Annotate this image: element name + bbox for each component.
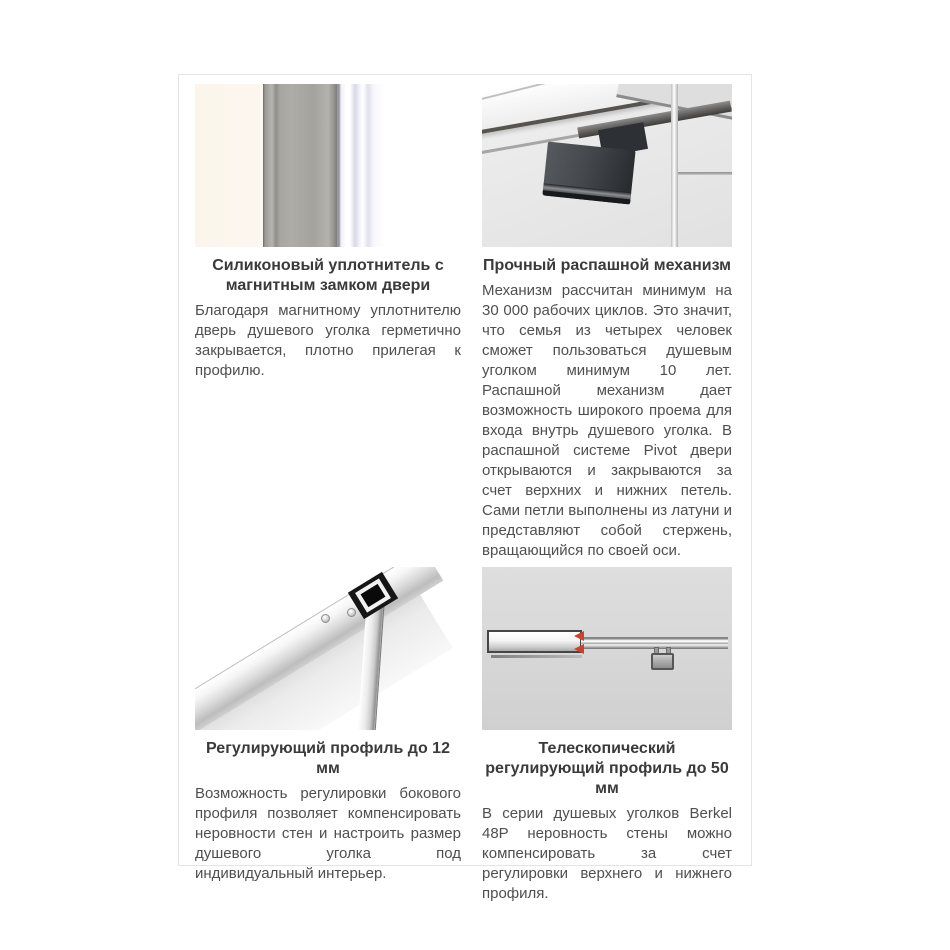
feature-card-pivot-mechanism bbox=[482, 84, 732, 561]
tube-shadow-shape bbox=[491, 655, 582, 658]
feature-description: Возможность регулировки бокового профиля позволяет компенсировать неровности стен и настроить размер душевого уголка под индивидуальный интерьер. bbox=[195, 785, 461, 882]
screw-icon bbox=[321, 614, 330, 623]
telescopic-profile-image bbox=[482, 567, 732, 730]
feature-title: Прочный распашной механизм bbox=[483, 257, 731, 274]
aluminum-profile-shape bbox=[263, 84, 337, 247]
feature-description: Механизм рассчитан минимум на 30 000 рабочих циклов. Это значит, что семья из четырех человек сможет пользоваться душевым уголком минимум 10 лет. Распашной механизм дает возможность широкого проема для входа внутрь душевого уголка. В распашной системе Pivot двери открываются и закрываются за счет верхних и нижних петель. Сами петли выполнены из латуни и представляют собой стержень, вращающийся по своей оси. bbox=[482, 282, 732, 559]
silicone-seal-image bbox=[195, 84, 461, 247]
hinge-block-shape bbox=[542, 142, 635, 205]
bracket-block-shape bbox=[651, 653, 674, 670]
features-grid bbox=[195, 84, 733, 904]
adjustment-arrow-icon bbox=[574, 631, 584, 641]
screw-icon bbox=[347, 608, 356, 617]
adjustable-profile-image bbox=[195, 567, 461, 730]
glass-edge-line bbox=[671, 84, 678, 247]
feature-card-telescopic-profile bbox=[482, 567, 732, 904]
feature-card-adjustable-profile bbox=[195, 567, 461, 904]
feature-card-silicone-seal bbox=[195, 84, 461, 561]
adjustment-arrow-icon bbox=[574, 644, 584, 654]
feature-description: Благодаря магнитному уплотнителю дверь душевого уголка герметично закрывается, плотно прилегая к профилю. bbox=[195, 302, 461, 379]
pivot-hinge-image bbox=[482, 84, 732, 247]
product-features-panel bbox=[178, 74, 752, 902]
feature-title: Телескопический регулирующий профиль до 50 мм bbox=[485, 740, 729, 797]
feature-title: Силиконовый уплотнитель с магнитным замком двери bbox=[212, 257, 444, 294]
silicone-seal-strip-shape bbox=[337, 84, 385, 247]
glass-seam-line bbox=[678, 172, 732, 175]
feature-title: Регулирующий профиль до 12 мм bbox=[206, 740, 450, 777]
outer-tube-shape bbox=[487, 630, 582, 653]
feature-description: В серии душевых уголков Berkel 48P неровность стены можно компенсировать за счет регулировки верхнего и нижнего профиля. bbox=[482, 805, 732, 902]
